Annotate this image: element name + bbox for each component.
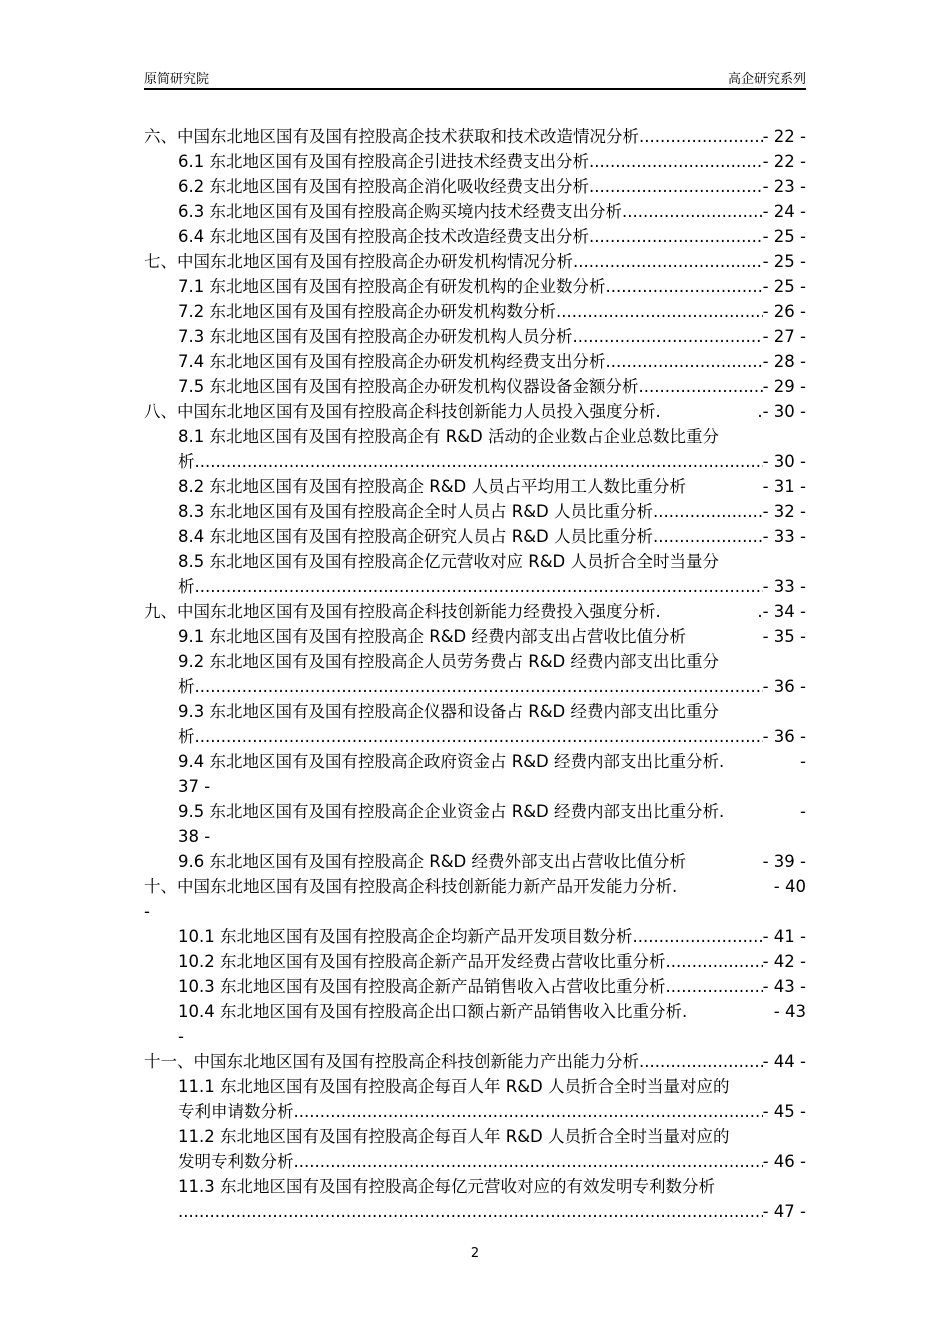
toc-entry-continuation[interactable]: 析 ..... - 33 - <box>144 574 806 599</box>
page-number: 2 <box>470 1246 480 1261</box>
dot-leader <box>632 924 762 949</box>
toc-entry[interactable]: 八、中国东北地区国有及国有控股高企科技创新能力人员投入强度分析. .- 30 - <box>144 402 806 421</box>
toc-entry[interactable]: 七、中国东北地区国有及国有控股高企办研发机构情况分析 ..... - 25 - <box>144 249 806 274</box>
toc-entry[interactable]: 十一、中国东北地区国有及国有控股高企科技创新能力产出能力分析 ..... - 44 - <box>144 1049 806 1074</box>
toc-entry[interactable]: 7.3 东北地区国有及国有控股高企办研发机构人员分析 ..... - 27 - <box>144 324 806 349</box>
dot-leader <box>606 274 763 299</box>
toc-entry[interactable]: 7.1 东北地区国有及国有控股高企有研发机构的企业数分析 ..... - 25 - <box>144 274 806 299</box>
toc-entry[interactable]: 10.4 东北地区国有及国有控股高企出口额占新产品销售收入比重分析. - 43 <box>178 1002 806 1021</box>
toc-entry-continuation[interactable]: - <box>178 1027 184 1046</box>
toc-entry[interactable]: 9.1 东北地区国有及国有控股高企 R&D 经费内部支出占营收比值分析 - 35 - <box>178 627 806 646</box>
toc-entry[interactable]: 十、中国东北地区国有及国有控股高企科技创新能力新产品开发能力分析. - 40 <box>144 877 806 896</box>
toc-entry[interactable]: 九、中国东北地区国有及国有控股高企科技创新能力经费投入强度分析. .- 34 - <box>144 602 806 621</box>
toc-entry[interactable]: 8.3 东北地区国有及国有控股高企全时人员占 R&D 人员比重分析 ..... - 32 - <box>144 499 806 524</box>
toc-entry[interactable]: 8.1 东北地区国有及国有控股高企有 R&D 活动的企业数占企业总数比重分 <box>178 427 720 446</box>
toc-entry[interactable]: 11.2 东北地区国有及国有控股高企每百人年 R&D 人员折合全时当量对应的 <box>178 1127 730 1146</box>
toc-entry[interactable]: 9.6 东北地区国有及国有控股高企 R&D 经费外部支出占营收比值分析 - 39 - <box>178 852 806 871</box>
toc-entry-continuation[interactable]: 析 ..... - 30 - <box>144 449 806 474</box>
toc-entry-continuation[interactable]: 发明专利数分析 ..... - 46 - <box>144 1149 806 1174</box>
toc-entry[interactable]: 8.4 东北地区国有及国有控股高企研究人员占 R&D 人员比重分析 ..... - 33 - <box>144 524 806 549</box>
toc-entry[interactable]: 7.5 东北地区国有及国有控股高企办研发机构仪器设备金额分析 ..... - 29 - <box>144 374 806 399</box>
toc-entry[interactable]: 11.1 东北地区国有及国有控股高企每百人年 R&D 人员折合全时当量对应的 <box>178 1077 730 1096</box>
toc-entry[interactable]: 9.2 东北地区国有及国有控股高企人员劳务费占 R&D 经费内部支出比重分 <box>178 652 720 671</box>
dot-leader <box>653 499 763 524</box>
dot-leader <box>195 449 763 474</box>
dot-leader <box>589 174 763 199</box>
dot-leader <box>622 199 763 224</box>
dot-leader <box>556 299 763 324</box>
table-of-contents <box>144 124 806 1224</box>
dot-leader <box>639 374 763 399</box>
toc-entry-continuation[interactable]: 38 - <box>178 827 211 846</box>
dot-leader <box>294 1149 763 1174</box>
header-publisher: 原简研究院 <box>144 72 210 87</box>
toc-entry[interactable]: 9.4 东北地区国有及国有控股高企政府资金占 R&D 经费内部支出比重分析. - <box>178 752 806 771</box>
toc-entry[interactable]: 7.4 东北地区国有及国有控股高企办研发机构经费支出分析 ..... - 28 - <box>144 349 806 374</box>
toc-entry[interactable]: 10.2 东北地区国有及国有控股高企新产品开发经费占营收比重分析 ..... - 42 - <box>144 949 806 974</box>
dot-leader <box>573 249 763 274</box>
toc-entry[interactable]: 6.3 东北地区国有及国有控股高企购买境内技术经费支出分析 ..... - 24 - <box>144 199 806 224</box>
dot-leader <box>639 124 763 149</box>
dot-leader <box>589 224 763 249</box>
dot-leader <box>195 574 763 599</box>
dot-leader <box>606 349 763 374</box>
toc-entry-continuation[interactable]: 37 - <box>178 777 211 796</box>
toc-entry[interactable]: 11.3 东北地区国有及国有控股高企每亿元营收对应的有效发明专利数分析 <box>178 1177 715 1196</box>
toc-entry[interactable]: 6.2 东北地区国有及国有控股高企消化吸收经费支出分析 ..... - 23 - <box>144 174 806 199</box>
toc-entry[interactable]: 六、中国东北地区国有及国有控股高企技术获取和技术改造情况分析 ..... - 22 - <box>144 124 806 149</box>
toc-entry[interactable]: 8.2 东北地区国有及国有控股高企 R&D 人员占平均用工人数比重分析 - 31 - <box>178 477 806 496</box>
toc-entry-continuation[interactable]: 析 ..... - 36 - <box>144 724 806 749</box>
dot-leader <box>294 1099 763 1124</box>
toc-entry[interactable]: 6.4 东北地区国有及国有控股高企技术改造经费支出分析 ..... - 25 - <box>144 224 806 249</box>
header-series: 高企研究系列 <box>727 72 806 87</box>
toc-entry-continuation[interactable]: 析 ..... - 36 - <box>144 674 806 699</box>
toc-entry[interactable]: 10.1 东北地区国有及国有控股高企企均新产品开发项目数分析 ..... - 41 - <box>144 924 806 949</box>
dot-leader <box>573 324 763 349</box>
toc-entry[interactable]: 9.5 东北地区国有及国有控股高企企业资金占 R&D 经费内部支出比重分析. - <box>178 802 806 821</box>
dot-leader <box>589 149 763 174</box>
dot-leader <box>195 674 763 699</box>
dot-leader <box>665 949 762 974</box>
toc-entry-continuation[interactable]: ..... - 47 - <box>144 1199 806 1224</box>
dot-leader <box>178 1199 763 1224</box>
page-header <box>144 66 806 90</box>
toc-entry[interactable]: 10.3 东北地区国有及国有控股高企新产品销售收入占营收比重分析 ..... - 43 - <box>144 974 806 999</box>
dot-leader <box>665 974 762 999</box>
toc-entry-continuation[interactable]: - <box>144 902 150 921</box>
dot-leader <box>639 1049 763 1074</box>
toc-entry[interactable]: 6.1 东北地区国有及国有控股高企引进技术经费支出分析 ..... - 22 - <box>144 149 806 174</box>
toc-entry[interactable]: 7.2 东北地区国有及国有控股高企办研发机构数分析 ..... - 26 - <box>144 299 806 324</box>
toc-entry[interactable]: 9.3 东北地区国有及国有控股高企仪器和设备占 R&D 经费内部支出比重分 <box>178 702 720 721</box>
dot-leader <box>653 524 763 549</box>
toc-entry-continuation[interactable]: 专利申请数分析 ..... - 45 - <box>144 1099 806 1124</box>
dot-leader <box>195 724 763 749</box>
toc-entry[interactable]: 8.5 东北地区国有及国有控股高企亿元营收对应 R&D 人员折合全时当量分 <box>178 552 720 571</box>
